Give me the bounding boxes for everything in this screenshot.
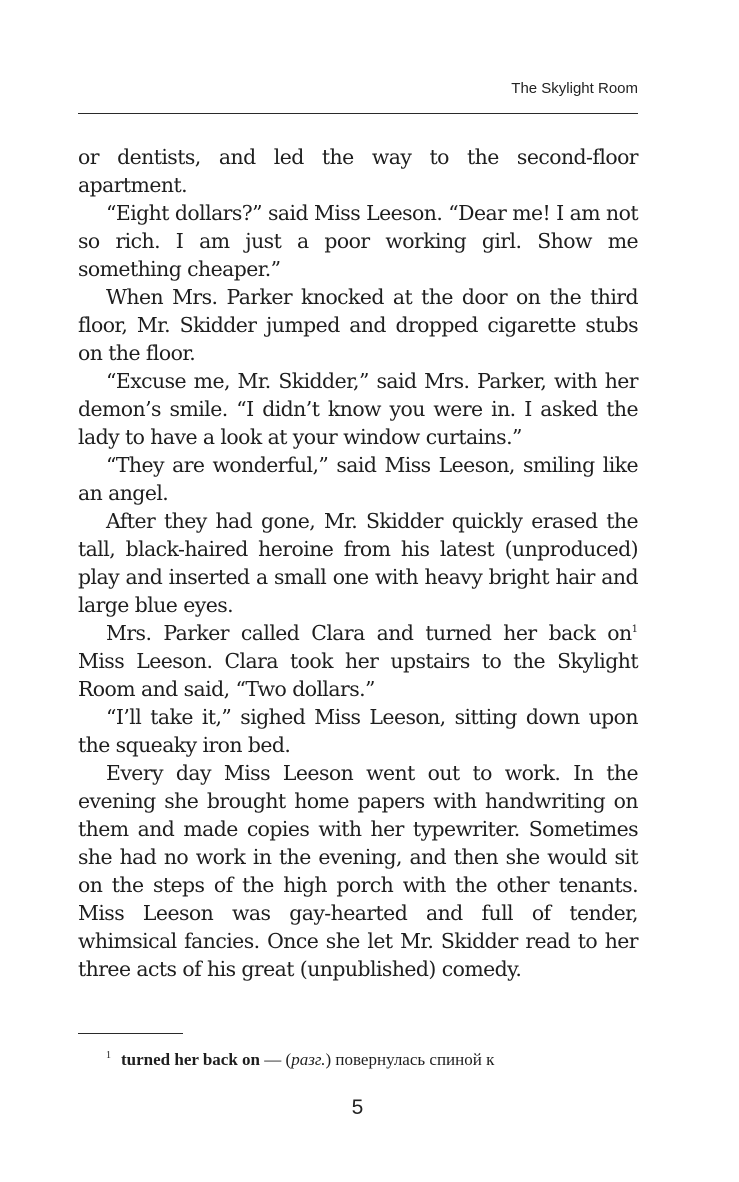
footnote (106, 1045, 646, 1071)
footnote-reference[interactable]: 1 (631, 624, 638, 635)
paragraph-2: “Eight dollars?” said Miss Leeson. “Dear me! I am not so rich. I am just a poor working girl. Show me something cheaper.” (78, 201, 638, 281)
paragraph-4: “Excuse me, Mr. Skidder,” said Mrs. Parker, with her demon’s smile. “I didn’t know you were in. I asked the lady to have a look at your window curtains.” (78, 369, 638, 449)
footnote-translation: ) повернулась спиной к (325, 1050, 495, 1069)
body-text (78, 143, 638, 983)
paragraph-9: Every day Miss Leeson went out to work. In the evening she brought home papers with handwriting on them and made copies with her typewriter. Sometimes she had no work in the evening, and then she would sit on the steps of the high porch with the other tenants. Miss Leeson was gay-hearted and full of tender, whimsical fancies. Once she let Mr. Skidder read to her three acts of his great (unpublished) comedy. (78, 761, 638, 981)
paragraph-3: When Mrs. Parker knocked at the door on the third floor, Mr. Skidder jumped and dropped cigarette stubs on the floor. (78, 285, 638, 365)
footnote-term: turned her back on (121, 1050, 261, 1069)
paragraph-7 (78, 619, 638, 703)
footnote-abbreviation: разг. (291, 1050, 326, 1069)
running-header: The Skylight Room (511, 80, 638, 97)
paragraph-1: or dentists, and led the way to the second-floor apartment. (78, 145, 638, 197)
footnote-dash: — ( (260, 1050, 292, 1069)
paragraph-7-text-before: Mrs. Parker called Clara and turned her back on (106, 621, 632, 645)
page-number: 5 (351, 1096, 364, 1119)
footnote-number: 1 (106, 1050, 111, 1061)
paragraph-6: After they had gone, Mr. Skidder quickly erased the tall, black-haired heroine from his latest (unproduced) play and inserted a small one with heavy bright hair and large blue eyes. (78, 509, 638, 617)
paragraph-7-text-after: Miss Leeson. Clara took her upstairs to the Skylight Room and said, “Two dollars.” (78, 649, 638, 701)
paragraph-5: “They are wonderful,” said Miss Leeson, smiling like an angel. (78, 453, 638, 505)
footnote-rule (78, 1033, 183, 1034)
header-rule (78, 113, 638, 114)
paragraph-8: “I’ll take it,” sighed Miss Leeson, sitting down upon the squeaky iron bed. (78, 705, 638, 757)
